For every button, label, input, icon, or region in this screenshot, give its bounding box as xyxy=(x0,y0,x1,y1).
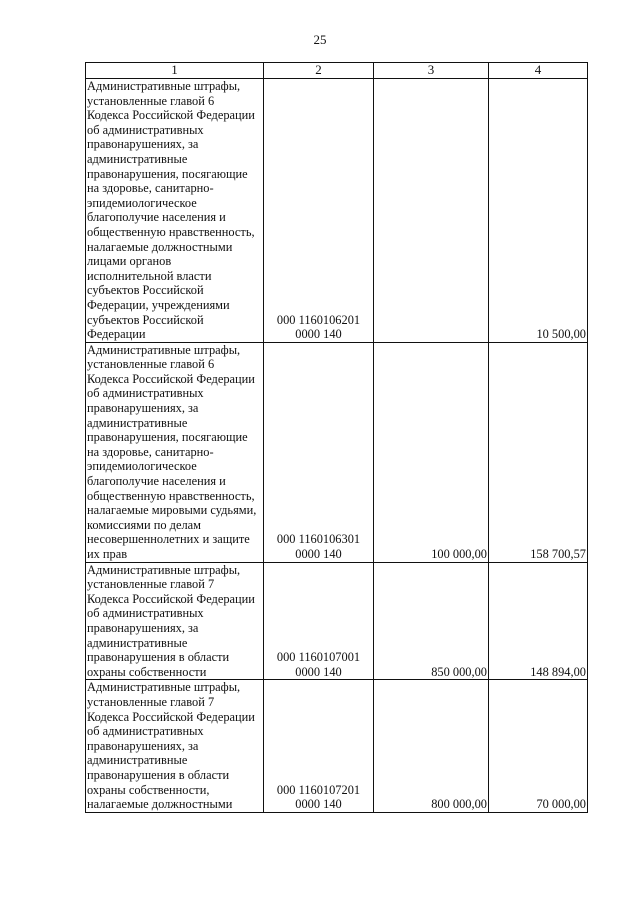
table-row xyxy=(86,342,588,562)
budget-table xyxy=(85,62,588,813)
amount-col4-cell: 70 000,00 xyxy=(489,680,588,812)
revenue-name-cell: Административные штрафы, установленные главой 7 Кодекса Российской Федерации об административных правонарушениях, за административные правонарушения в области охраны собственности xyxy=(86,562,264,680)
page-number: 25 xyxy=(313,32,327,47)
amount-col3-cell: 100 000,00 xyxy=(374,342,489,562)
table-row xyxy=(86,562,588,680)
amount-col3-cell xyxy=(374,79,489,343)
amount-col4-cell: 10 500,00 xyxy=(489,79,588,343)
revenue-name-cell: Административные штрафы, установленные главой 6 Кодекса Российской Федерации об административных правонарушениях, за административные правонарушения, посягающие на здоровье, санитарно- эпидемиологическое благополучие населения и общественную нравственность, налагаемые должностными лицами органов исполнительной власти субъектов Российской Федерации, учреждениями субъектов Российской Федерации xyxy=(86,79,264,343)
budget-code-cell: 000 1160107201 0000 140 xyxy=(264,680,374,812)
table-header-row xyxy=(86,63,588,79)
revenue-name-cell: Административные штрафы, установленные главой 6 Кодекса Российской Федерации об административных правонарушениях, за административные правонарушения, посягающие на здоровье, санитарно- эпидемиологическое благополучие населения и общественную нравственность, налагаемые мировыми судьями, комиссиями по делам несовершеннолетних и защите их прав xyxy=(86,342,264,562)
budget-code-cell: 000 1160106201 0000 140 xyxy=(264,79,374,343)
table-row xyxy=(86,79,588,343)
column-header-3: 3 xyxy=(374,63,489,79)
revenue-name-cell: Административные штрафы, установленные главой 7 Кодекса Российской Федерации об административных правонарушениях, за административные правонарушения в области охраны собственности, налагаемые должностными xyxy=(86,680,264,812)
budget-code-cell: 000 1160106301 0000 140 xyxy=(264,342,374,562)
amount-col4-cell: 148 894,00 xyxy=(489,562,588,680)
table-row xyxy=(86,680,588,812)
budget-code-cell: 000 1160107001 0000 140 xyxy=(264,562,374,680)
column-header-1: 1 xyxy=(86,63,264,79)
column-header-4: 4 xyxy=(489,63,588,79)
amount-col4-cell: 158 700,57 xyxy=(489,342,588,562)
amount-col3-cell: 850 000,00 xyxy=(374,562,489,680)
column-header-2: 2 xyxy=(264,63,374,79)
amount-col3-cell: 800 000,00 xyxy=(374,680,489,812)
